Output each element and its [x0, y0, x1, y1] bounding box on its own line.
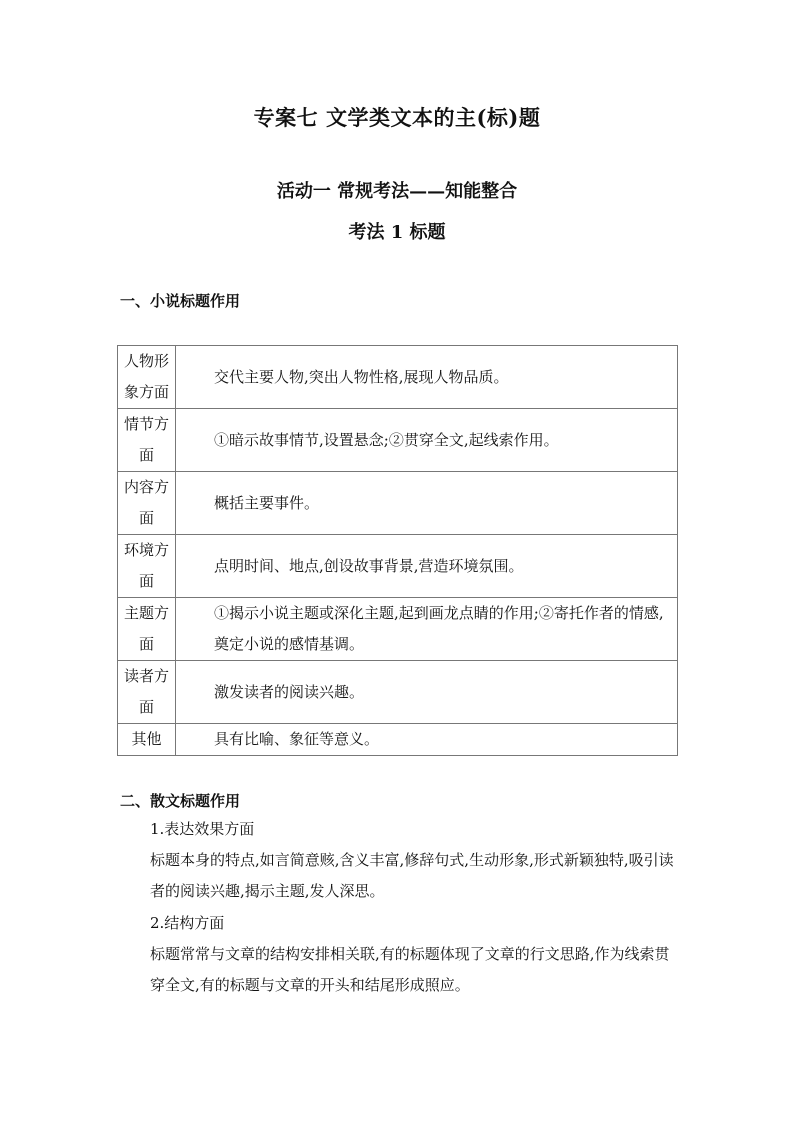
activity-heading: 活动一 常规考法——知能整合	[276, 181, 518, 202]
section2-heading: 二、散文标题作用	[120, 792, 241, 810]
section1-heading: 一、小说标题作用	[120, 292, 241, 310]
row-key: 其他	[118, 724, 176, 756]
table-row	[118, 346, 678, 409]
document-title: 专案七 文学类文本的主(标)题	[253, 105, 541, 130]
table-row	[118, 598, 678, 661]
row-value: 概括主要事件。	[176, 472, 678, 535]
row-value: 点明时间、地点,创设故事背景,营造环境氛围。	[176, 535, 678, 598]
item2-title: 2.结构方面	[150, 914, 225, 932]
item1-text: 标题本身的特点,如言简意赅,含义丰富,修辞句式,生动形象,形式新颖独特,吸引读者的阅读兴趣,揭示主题,发人深思。	[150, 851, 674, 900]
item1-title: 1.表达效果方面	[150, 820, 255, 838]
method-heading: 考法 1 标题	[348, 222, 446, 243]
row-key: 情节方面	[118, 409, 176, 472]
row-value: 激发读者的阅读兴趣。	[176, 661, 678, 724]
row-value: ①揭示小说主题或深化主题,起到画龙点睛的作用;②寄托作者的情感,奠定小说的感情基调。	[176, 598, 678, 661]
table-row	[118, 409, 678, 472]
row-key: 主题方面	[118, 598, 176, 661]
row-value: 交代主要人物,突出人物性格,展现人物品质。	[176, 346, 678, 409]
novel-title-function-table	[117, 345, 678, 756]
row-key: 人物形象方面	[118, 346, 176, 409]
row-value: ①暗示故事情节,设置悬念;②贯穿全文,起线索作用。	[176, 409, 678, 472]
table-row	[118, 661, 678, 724]
table-row	[118, 535, 678, 598]
row-key: 环境方面	[118, 535, 176, 598]
row-value: 具有比喻、象征等意义。	[176, 724, 678, 756]
row-key: 读者方面	[118, 661, 176, 724]
item2-text: 标题常常与文章的结构安排相关联,有的标题体现了文章的行文思路,作为线索贯穿全文,有的标题与文章的开头和结尾形成照应。	[150, 945, 670, 994]
row-key: 内容方面	[118, 472, 176, 535]
table-row	[118, 472, 678, 535]
table-row	[118, 724, 678, 756]
